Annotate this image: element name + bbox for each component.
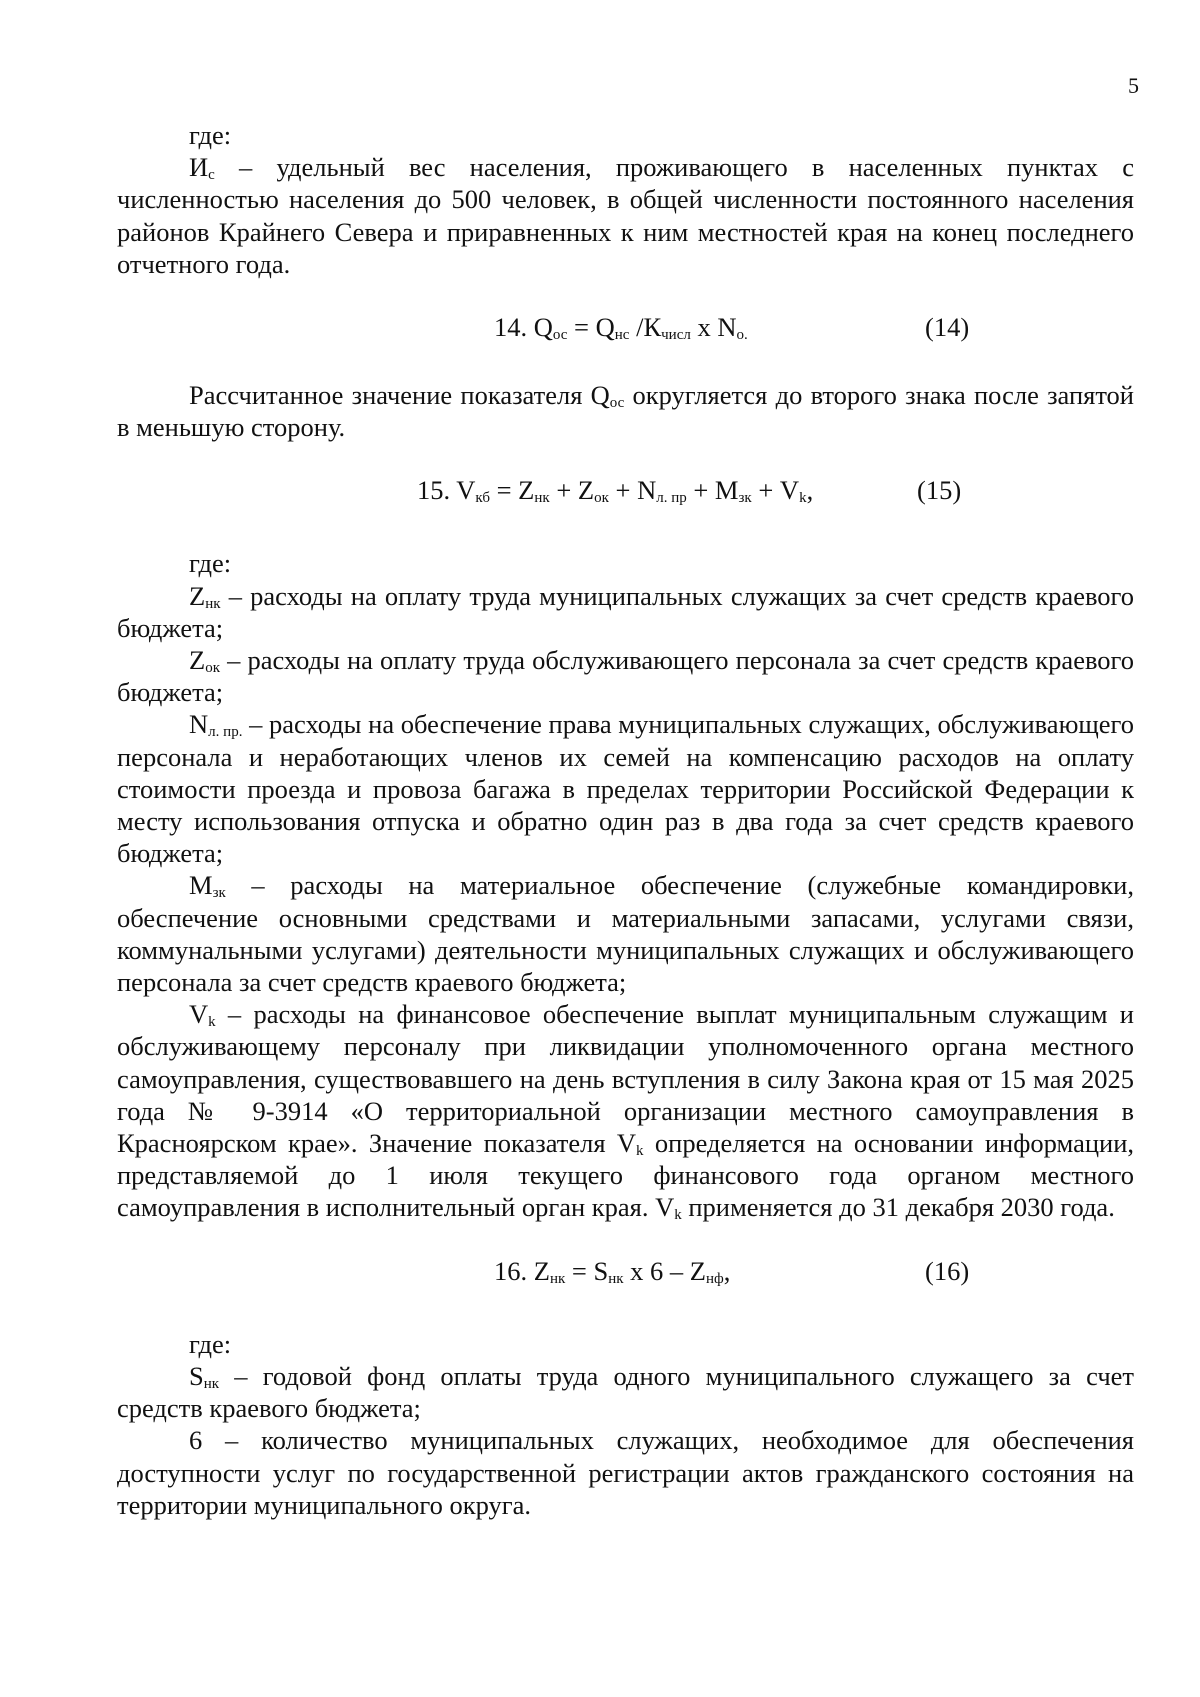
- definition-ic: $И_с$ – удельный вес населения, проживающего в населенных пунктах с численностью населения до 500 человек, в общей численности постоянного населения районов Крайнего Севера и приравненных к ним местностей края на конец последнего отчетного года.: [117, 152, 1134, 279]
- definition-znk: $Z_{нк}$ – расходы на оплату труда муниципальных служащих за счет средств краевого бюджета;: [117, 580, 1134, 643]
- formula-16: [117, 1255, 1134, 1287]
- page-number: 5: [1128, 73, 1139, 98]
- where-label: где:: [189, 1328, 232, 1359]
- definition-snk: $S_{нк}$ – годовой фонд оплаты труда одного муниципального служащего за счет средств краевого бюджета;: [117, 1360, 1134, 1424]
- definition-six: 6 – количество муниципальных служащих, необходимое для обеспечения доступности услуг по государственной регистрации актов гражданского состояния на территории муниципального округа.: [117, 1425, 1134, 1520]
- document-body: [117, 119, 1134, 1521]
- definition-vk: $V_k$ – расходы на финансовое обеспечение выплат муниципальным служащим и обслуживающему персоналу при ликвидации уполномоченного органа местного самоуправления, существовавшего на день вступления в силу Закона края от 15 мая 2025 года № 9-3914 «О территориальной организации местного самоуправления в Красноярском крае». Значение показателя $V_k$ определяется на основании информации, представляемой до 1 июля текущего финансового года органом местного самоуправления в исполнительный орган края. $V_k$ применяется до 31 декабря 2030 года.: [117, 999, 1135, 1224]
- formula-15-expression: 15. $V_{кб} = Z_{нк} + Z_{ок} + N_{л. пр} + M_{зк} + V_k$,: [417, 475, 814, 507]
- formula-16-number: (16): [925, 1255, 970, 1286]
- definition-mzk: $M_{зк}$ – расходы на материальное обеспечение (служебные командировки, обеспечение основными средствами и материальными запасами, услугами связи, коммунальными услугами) деятельности муниципальных служащих и обслуживающего персонала за счет средств краевого бюджета;: [117, 870, 1134, 998]
- where-label: где:: [189, 120, 232, 150]
- rounding-note: Рассчитанное значение показателя $Q_{ос}$ округляется до второго знака после запятой в меньшую сторону.: [117, 380, 1134, 443]
- formula-14-number: (14): [925, 312, 970, 343]
- definition-nlpr: $N_{л. пр.}$ – расходы на обеспечение права муниципальных служащих, обслуживающего персонала и неработающих членов их семей на компенсацию расходов на оплату стоимости проезда и провоза багажа в пределах территории Российской Федерации к месту использования отпуска и обратно один раз в два года за счет средств краевого бюджета;: [117, 709, 1134, 869]
- where-label: где:: [189, 548, 232, 579]
- formula-16-expression: 16. $Z_{нк} = S_{нк}$ х $6 - Z_{нф}$,: [494, 1255, 731, 1287]
- formula-15: [117, 474, 1134, 506]
- definition-zok: $Z_{ок}$ – расходы на оплату труда обслуживающего персонала за счет средств краевого бюджета;: [117, 645, 1134, 708]
- formula-15-number: (15): [917, 475, 962, 506]
- formula-14-expression: 14. $Q_{ос} = Q_{нс}$ $/К_{числ}$ х $N_{о.}$: [494, 312, 748, 344]
- formula-14: [117, 311, 1134, 343]
